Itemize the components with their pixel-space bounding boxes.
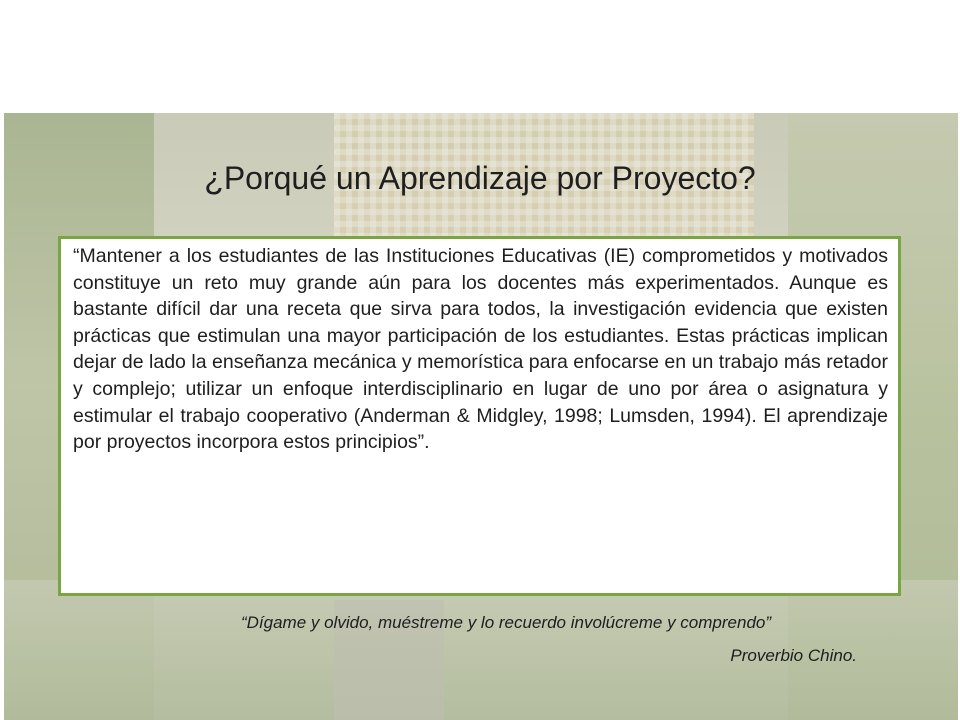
quote-box	[58, 236, 901, 596]
quote-text: “Mantener a los estudiantes de las Instituciones Educativas (IE) comprometidos y motivados constituye un reto muy grande aún para los docentes más experimentados. Aunque es bastante difícil dar una receta que sirva para todos, la investigación evidencia que existen prácticas que estimulan una mayor participación de los estudiantes. Estas prácticas implican dejar de lado la enseñanza mecánica y memorística para enfocarse en un trabajo más retador y complejo; utilizar un enfoque interdisciplinario en lugar de uno por área o asignatura y estimular el trabajo cooperativo (Anderman & Midgley, 1998; Lumsden, 1994). El aprendizaje por proyectos incorpora estos principios”.	[73, 245, 888, 454]
proverb-text: “Dígame y olvido, muéstreme y lo recuerdo involúcreme y comprendo”	[240, 613, 772, 632]
proverb-source: Proverbio Chino.	[730, 646, 857, 665]
slide-title: ¿Porqué un Aprendizaje por Proyecto?	[204, 160, 756, 196]
